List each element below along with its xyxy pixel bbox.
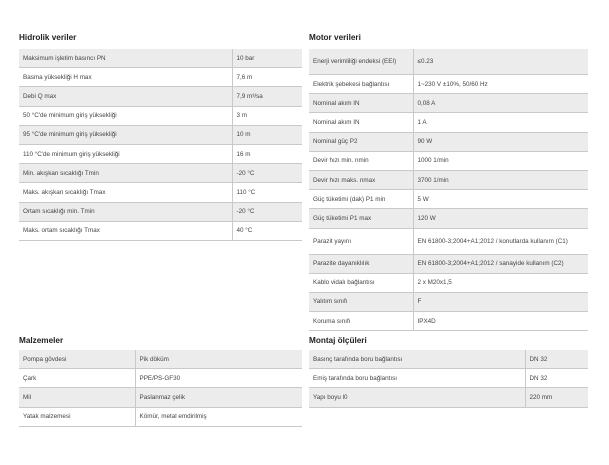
motor-row (309, 75, 588, 94)
motor-row-value: 120 W (413, 209, 588, 228)
motor-row (309, 209, 588, 228)
motor-row-label: Parazite dayanıklılık (309, 254, 413, 273)
hydraulic-row (19, 164, 302, 183)
materials-row-value: Kömür, metal emdirilmiş (135, 407, 302, 426)
hydraulic-row-value: 3 m (232, 106, 302, 125)
motor-row-label: Elektrik şebekesi bağlantısı (309, 75, 413, 94)
materials-row (19, 388, 302, 407)
motor-row (309, 113, 588, 132)
motor-row (309, 312, 588, 331)
hydraulic-row (19, 49, 302, 68)
motor-row-value: 90 W (413, 132, 588, 151)
hydraulic-row-label: 50 °C'de minimum giriş yüksekliği (19, 106, 232, 125)
materials-section (19, 334, 302, 427)
motor-row (309, 94, 588, 113)
hydraulic-section (19, 31, 302, 241)
motor-row-value: IPX4D (413, 312, 588, 331)
installation-row (309, 369, 588, 388)
hydraulic-row-value: 110 °C (232, 183, 302, 202)
materials-row (19, 407, 302, 426)
motor-row-label: Nominal akım IN (309, 113, 413, 132)
motor-row-value: 1 A (413, 113, 588, 132)
motor-row (309, 292, 588, 311)
motor-row-label: Parazit yayını (309, 228, 413, 254)
hydraulic-row-value: 10 m (232, 125, 302, 144)
materials-row-label: Mil (19, 388, 135, 407)
hydraulic-row-value: -20 °C (232, 202, 302, 221)
motor-row-value: 1~230 V ±10%, 50/60 Hz (413, 75, 588, 94)
motor-row-label: Devir hızı min. nmin (309, 151, 413, 170)
materials-row-label: Pompa gövdesi (19, 350, 135, 369)
motor-row (309, 190, 588, 209)
materials-title: Malzemeler (19, 336, 64, 345)
hydraulic-row-label: Ortam sıcaklığı min. Tmin (19, 202, 232, 221)
motor-row-value: 2 x M20x1,5 (413, 273, 588, 292)
hydraulic-row-label: Maks. ortam sıcaklığı Tmax (19, 221, 232, 240)
hydraulic-row-value: -20 °C (232, 164, 302, 183)
hydraulic-row-value: 16 m (232, 144, 302, 163)
motor-row-label: Güç tüketimi P1 max (309, 209, 413, 228)
hydraulic-table (19, 49, 302, 241)
motor-row-value: 1000 1/min (413, 151, 588, 170)
hydraulic-row (19, 221, 302, 240)
installation-table (309, 350, 588, 408)
motor-row-label: Enerji verimliliği endeksi (EEI) (309, 49, 413, 75)
installation-row-value: DN 32 (525, 369, 588, 388)
motor-row-label: Koruma sınıfı (309, 312, 413, 331)
motor-row-label: Yalıtım sınıfı (309, 292, 413, 311)
motor-row (309, 49, 588, 75)
hydraulic-row-label: Maks. akışkan sıcaklığı Tmax (19, 183, 232, 202)
hydraulic-row-value: 40 °C (232, 221, 302, 240)
motor-row-label: Nominal akım IN (309, 94, 413, 113)
hydraulic-row-label: Min. akışkan sıcaklığı Tmin (19, 164, 232, 183)
motor-row-value: ≤0.23 (413, 49, 588, 75)
installation-row-label: Emiş tarafında boru bağlantısı (309, 369, 525, 388)
hydraulic-row-value: 10 bar (232, 49, 302, 68)
materials-row-label: Çark (19, 369, 135, 388)
motor-row (309, 170, 588, 189)
hydraulic-row-value: 7,6 m (232, 68, 302, 87)
motor-row-value: EN 61800-3;2004+A1;2012 / sanayide kullanım (C2) (413, 254, 588, 273)
materials-row-label: Yatak malzemesi (19, 407, 135, 426)
installation-row-value: DN 32 (525, 350, 588, 369)
motor-row-value: 3700 1/min (413, 170, 588, 189)
hydraulic-row-label: Basma yüksekliği H max (19, 68, 232, 87)
hydraulic-row-label: 95 °C'de minimum giriş yüksekliği (19, 125, 232, 144)
installation-row-label: Yapı boyu l0 (309, 388, 525, 407)
materials-row-value: Pik döküm (135, 350, 302, 369)
materials-table (19, 350, 302, 427)
hydraulic-row (19, 68, 302, 87)
hydraulic-row (19, 202, 302, 221)
motor-row-value: EN 61800-3;2004+A1;2012 / konutlarda kullanım (C1) (413, 228, 588, 254)
motor-row (309, 132, 588, 151)
motor-table (309, 49, 588, 331)
motor-row-value: 0,08 A (413, 94, 588, 113)
motor-row (309, 151, 588, 170)
hydraulic-row-value: 7,9 m³/sa (232, 87, 302, 106)
materials-row-value: PPE/PS-GF30 (135, 369, 302, 388)
motor-row-label: Nominal güç P2 (309, 132, 413, 151)
materials-row-value: Paslanmaz çelik (135, 388, 302, 407)
installation-title: Montaj ölçüleri (309, 336, 367, 345)
hydraulic-row (19, 87, 302, 106)
installation-row (309, 388, 588, 407)
materials-row (19, 350, 302, 369)
motor-title: Motor verileri (309, 33, 361, 42)
hydraulic-title: Hidrolik veriler (19, 33, 77, 42)
installation-section (309, 334, 588, 408)
hydraulic-row-label: 110 °C'de minimum giriş yüksekliği (19, 144, 232, 163)
motor-row (309, 273, 588, 292)
motor-row-value: F (413, 292, 588, 311)
motor-row-value: 5 W (413, 190, 588, 209)
hydraulic-row (19, 183, 302, 202)
installation-row-value: 220 mm (525, 388, 588, 407)
hydraulic-row (19, 125, 302, 144)
motor-row-label: Devir hızı maks. nmax (309, 170, 413, 189)
hydraulic-row (19, 106, 302, 125)
hydraulic-row-label: Debi Q max (19, 87, 232, 106)
motor-row-label: Kablo vidalı bağlantısı (309, 273, 413, 292)
materials-row (19, 369, 302, 388)
hydraulic-row (19, 144, 302, 163)
motor-row (309, 254, 588, 273)
motor-row (309, 228, 588, 254)
installation-row (309, 350, 588, 369)
motor-section (309, 31, 588, 331)
installation-row-label: Basınç tarafında boru bağlantısı (309, 350, 525, 369)
hydraulic-row-label: Maksimum işletim basıncı PN (19, 49, 232, 68)
motor-row-label: Güç tüketimi (dak) P1 min (309, 190, 413, 209)
